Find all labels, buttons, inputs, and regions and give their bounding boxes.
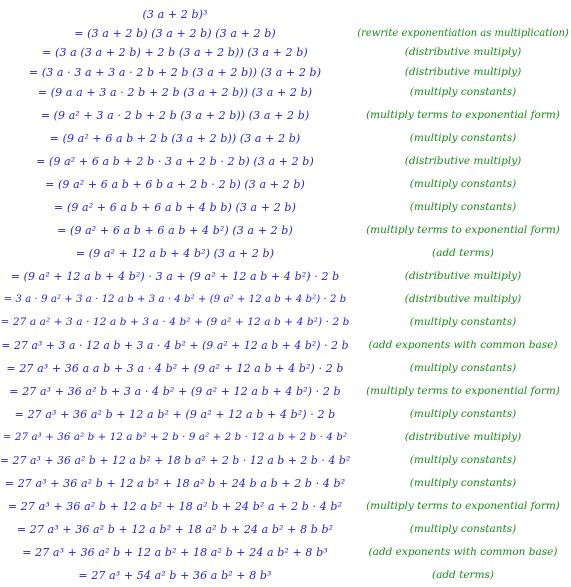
step-row [0, 518, 571, 541]
step-row [0, 265, 571, 288]
step-expression: = (3 a (3 a + 2 b) + 2 b (3 a + 2 b)) (3 a + 2 b) [42, 46, 308, 59]
step-row [0, 311, 571, 334]
step-annotation: (multiply constants) [409, 362, 517, 374]
step-row [0, 380, 571, 403]
step-row [0, 334, 571, 357]
step-row [0, 541, 571, 564]
step-expression: = (3 a + 2 b) (3 a + 2 b) (3 a + 2 b) [74, 27, 276, 40]
step-row [0, 472, 571, 495]
step-annotation: (multiply terms to exponential form) [366, 109, 560, 121]
step-row [0, 403, 571, 426]
step-annotation: (rewrite exponentiation as multiplication) [357, 28, 569, 39]
step-expression: = (9 a² + 6 a b + 2 b · 3 a + 2 b · 2 b) (3 a + 2 b) [36, 155, 314, 168]
step-row [0, 104, 571, 127]
step-expression: = 27 a³ + 36 a² b + 12 a b² + 18 a² b + 24 a b² + 8 b b² [16, 523, 334, 536]
step-expression: = (9 a² + 6 a b + 2 b (3 a + 2 b)) (3 a + 2 b) [49, 132, 301, 145]
step-annotation: (multiply constants) [409, 316, 517, 328]
step-expression: = 27 a³ + 36 a² b + 12 a b² + 18 a² b + 24 b² a + 2 b · 4 b² [7, 500, 343, 513]
step-row [0, 449, 571, 472]
step-row [0, 242, 571, 265]
step-annotation: (multiply terms to exponential form) [366, 224, 560, 236]
step-annotation: (multiply constants) [409, 132, 517, 144]
step-expression: = 27 a³ + 36 a² b + 12 a b² + (9 a² + 12 a b + 4 b²) · 2 b [14, 408, 336, 421]
step-expression: = 27 a³ + 54 a² b + 36 a b² + 8 b³ [78, 569, 272, 582]
step-row [0, 288, 571, 311]
step-annotation: (distributive multiply) [404, 46, 522, 58]
step-row [0, 81, 571, 104]
step-row [0, 219, 571, 242]
step-annotation: (multiply constants) [409, 178, 517, 190]
step-annotation: (distributive multiply) [404, 270, 522, 282]
step-row [0, 426, 571, 449]
step-expression: = (9 a a + 3 a · 2 b + 2 b (3 a + 2 b)) (3 a + 2 b) [37, 86, 313, 99]
step-annotation: (multiply constants) [409, 477, 517, 489]
step-annotation: (multiply constants) [409, 86, 517, 98]
step-annotation: (distributive multiply) [404, 293, 522, 305]
step-annotation: (multiply constants) [409, 201, 517, 213]
step-expression: = (9 a² + 12 a b + 4 b²) · 3 a + (9 a² + 12 a b + 4 b²) · 2 b [10, 270, 340, 283]
step-annotation: (multiply terms to exponential form) [366, 385, 560, 397]
step-expression: = (3 a · 3 a + 3 a · 2 b + 2 b (3 a + 2 b)) (3 a + 2 b) [28, 66, 322, 79]
step-annotation: (distributive multiply) [404, 431, 522, 443]
step-row [0, 196, 571, 219]
step-expression: = (9 a² + 6 a b + 6 b a + 2 b · 2 b) (3 a + 2 b) [45, 178, 305, 191]
step-annotation: (multiply terms to exponential form) [366, 500, 560, 512]
step-annotation: (add exponents with common base) [368, 339, 558, 351]
step-annotation: (distributive multiply) [404, 66, 522, 78]
step-expression: = 27 a³ + 36 a² b + 12 a b² + 18 a² b + 24 b a b + 2 b · 4 b² [4, 477, 346, 490]
step-annotation: (add terms) [431, 569, 495, 581]
step-annotation: (distributive multiply) [404, 155, 522, 167]
step-row [0, 127, 571, 150]
step-expression: = (9 a² + 6 a b + 6 a b + 4 b b) (3 a + 2 b) [54, 201, 296, 214]
step-expression: = 27 a³ + 36 a² b + 3 a · 4 b² + (9 a² + 12 a b + 4 b²) · 2 b [9, 385, 341, 398]
step-expression: = 27 a³ + 36 a² b + 12 a b² + 2 b · 9 a² + 2 b · 12 a b + 2 b · 4 b² [2, 431, 348, 443]
step-annotation: (add terms) [431, 247, 495, 259]
step-expression: = 27 a³ + 36 a² b + 12 a b² + 18 a² b + 24 a b² + 8 b³ [22, 546, 328, 559]
step-expression: = (9 a² + 6 a b + 6 a b + 4 b²) (3 a + 2 b) [57, 224, 293, 237]
step-expression: = 27 a³ + 36 a² b + 12 a b² + 18 b a² + 2 b · 12 a b + 2 b · 4 b² [0, 454, 351, 467]
step-annotation: (multiply constants) [409, 408, 517, 420]
step-row [0, 150, 571, 173]
step-expression: = 3 a · 9 a² + 3 a · 12 a b + 3 a · 4 b² + (9 a² + 12 a b + 4 b²) · 2 b [3, 294, 347, 305]
step-annotation: (multiply constants) [409, 523, 517, 535]
step-row [0, 564, 571, 587]
step-expression: = 27 a a² + 3 a · 12 a b + 3 a · 4 b² + (9 a² + 12 a b + 4 b²) · 2 b [0, 316, 350, 328]
step-expression: = (9 a² + 12 a b + 4 b²) (3 a + 2 b) [75, 247, 275, 260]
step-expression: (3 a + 2 b)³ [142, 8, 208, 21]
step-expression: = (9 a² + 3 a · 2 b + 2 b (3 a + 2 b)) (3 a + 2 b) [40, 109, 310, 122]
step-annotation: (add exponents with common base) [368, 546, 558, 558]
step-row [0, 357, 571, 380]
step-annotation: (multiply constants) [409, 454, 517, 466]
step-row [0, 173, 571, 196]
step-expression: = 27 a³ + 3 a · 12 a b + 3 a · 4 b² + (9 a² + 12 a b + 4 b²) · 2 b [1, 339, 349, 352]
step-expression: = 27 a³ + 36 a a b + 3 a · 4 b² + (9 a² + 12 a b + 4 b²) · 2 b [6, 362, 344, 375]
step-row [0, 495, 571, 518]
